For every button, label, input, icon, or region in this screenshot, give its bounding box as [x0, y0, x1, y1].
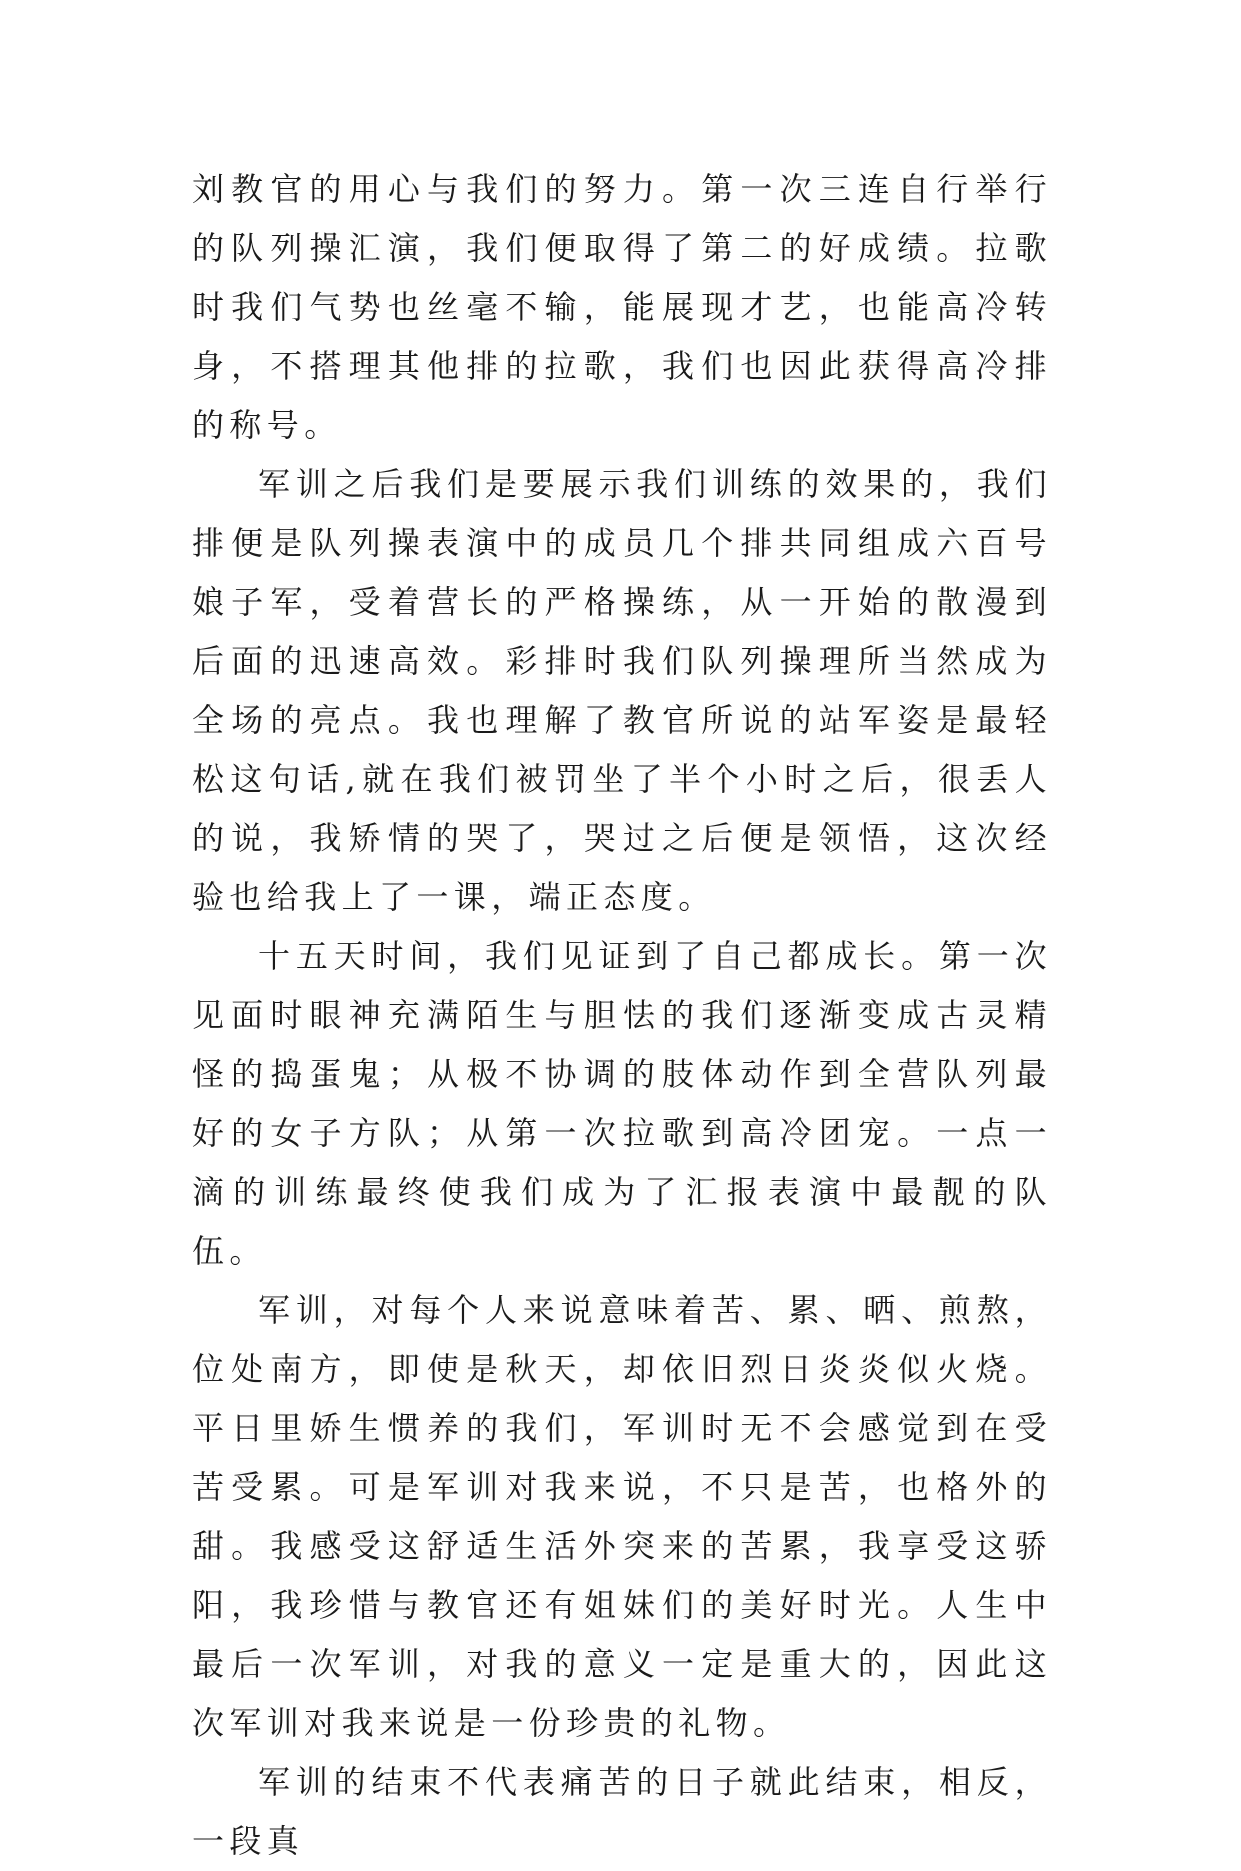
paragraph-2: 军训之后我们是要展示我们训练的效果的，我们排便是队列操表演中的成员几个排共同组成六百号娘子军，受着营长的严格操练，从一开始的散漫到后面的迅速高效。彩排时我们队列操理所当然成为全场的亮点。我也理解了教官所说的站军姿是最轻松这句话,就在我们被罚坐了半个小时之后，很丢人的说，我矫情的哭了，哭过之后便是领悟，这次经验也给我上了一课，端正态度。 [192, 465, 1052, 916]
document-body [192, 160, 1052, 1871]
paragraph-5: 军训的结束不代表痛苦的日子就此结束，相反，一段真 [192, 1763, 1052, 1860]
paragraph-3: 十五天时间，我们见证到了自己都成长。第一次见面时眼神充满陌生与胆怯的我们逐渐变成古灵精怪的捣蛋鬼；从极不协调的肢体动作到全营队列最好的女子方队；从第一次拉歌到高冷团宠。一点一滴的训练最终使我们成为了汇报表演中最靓的队伍。 [192, 937, 1052, 1270]
paragraph-1: 刘教官的用心与我们的努力。第一次三连自行举行的队列操汇演，我们便取得了第二的好成绩。拉歌时我们气势也丝毫不输，能展现才艺，也能高冷转身，不搭理其他排的拉歌，我们也因此获得高冷排的称号。 [192, 170, 1052, 444]
paragraph-4: 军训，对每个人来说意味着苦、累、晒、煎熬，位处南方，即使是秋天，却依旧烈日炎炎似火烧。平日里娇生惯养的我们，军训时无不会感觉到在受苦受累。可是军训对我来说，不只是苦，也格外的甜。我感受这舒适生活外突来的苦累，我享受这骄阳，我珍惜与教官还有姐妹们的美好时光。人生中最后一次军训，对我的意义一定是重大的，因此这次军训对我来说是一份珍贵的礼物。 [192, 1291, 1052, 1742]
